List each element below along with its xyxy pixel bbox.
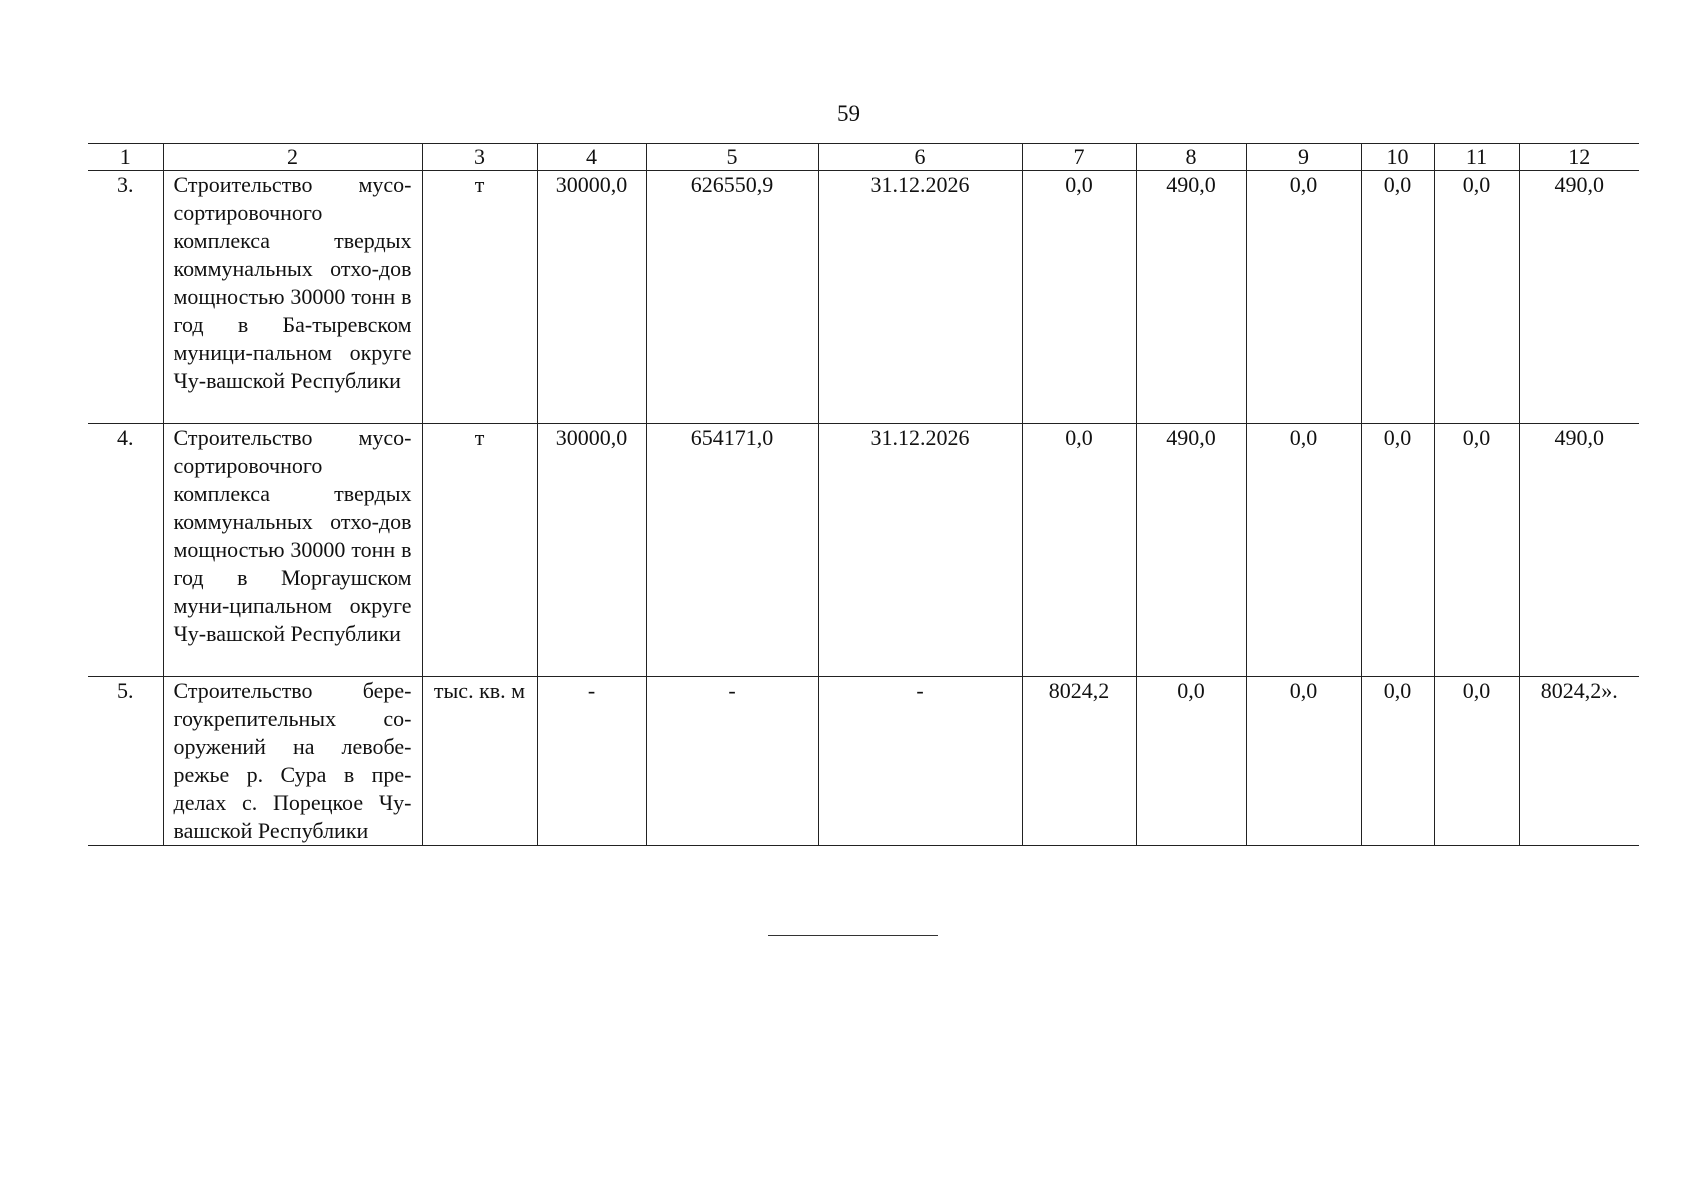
column-header: 12 [1519,144,1639,171]
row-date: 31.12.2026 [818,424,1022,677]
row-date: - [818,677,1022,846]
row-cost: - [646,677,818,846]
page-number: 59 [837,101,860,126]
row-cell-9: 0,0 [1246,424,1361,677]
row-cell-7: 0,0 [1022,171,1136,424]
row-unit: т [422,171,537,424]
row-cell-10: 0,0 [1361,677,1434,846]
column-header: 5 [646,144,818,171]
row-cell-11: 0,0 [1434,171,1519,424]
row-description: Строительство мусо-сортировочного комплекса твердых коммунальных отхо-дов мощностью 30000 тонн в год в Моргаушском муни-ципальном округе Чу-вашской Республики [163,424,422,677]
footer-divider [768,935,938,936]
column-header: 4 [537,144,646,171]
row-cell-10: 0,0 [1361,171,1434,424]
column-header: 7 [1022,144,1136,171]
row-cell-8: 490,0 [1136,424,1246,677]
column-header: 9 [1246,144,1361,171]
row-cost: 654171,0 [646,424,818,677]
row-cell-11: 0,0 [1434,424,1519,677]
row-cell-8: 490,0 [1136,171,1246,424]
row-cost: 626550,9 [646,171,818,424]
row-capacity: 30000,0 [537,171,646,424]
column-header: 2 [163,144,422,171]
header-row [88,144,1639,171]
row-number: 4. [88,424,163,677]
column-header: 6 [818,144,1022,171]
row-cell-7: 8024,2 [1022,677,1136,846]
column-header: 11 [1434,144,1519,171]
column-header: 10 [1361,144,1434,171]
row-cell-12: 8024,2». [1519,677,1639,846]
row-number: 3. [88,171,163,424]
row-number: 5. [88,677,163,846]
row-unit: т [422,424,537,677]
column-header: 8 [1136,144,1246,171]
row-capacity: - [537,677,646,846]
data-table [88,143,1639,846]
table-row [88,424,1639,677]
row-cell-8: 0,0 [1136,677,1246,846]
row-cell-12: 490,0 [1519,171,1639,424]
row-cell-7: 0,0 [1022,424,1136,677]
row-capacity: 30000,0 [537,424,646,677]
table-row [88,677,1639,846]
row-description: Строительство бере-гоукрепительных со-оружений на левобе-режье р. Сура в пре-делах с. Порецкое Чу-вашской Республики [163,677,422,846]
row-date: 31.12.2026 [818,171,1022,424]
table-row [88,171,1639,424]
row-unit: тыс. кв. м [422,677,537,846]
column-header: 1 [88,144,163,171]
column-header: 3 [422,144,537,171]
row-cell-12: 490,0 [1519,424,1639,677]
row-cell-11: 0,0 [1434,677,1519,846]
row-description: Строительство мусо-сортировочного комплекса твердых коммунальных отхо-дов мощностью 30000 тонн в год в Ба-тыревском муници-пальном округе Чу-вашской Республики [163,171,422,424]
row-cell-10: 0,0 [1361,424,1434,677]
row-cell-9: 0,0 [1246,171,1361,424]
row-cell-9: 0,0 [1246,677,1361,846]
